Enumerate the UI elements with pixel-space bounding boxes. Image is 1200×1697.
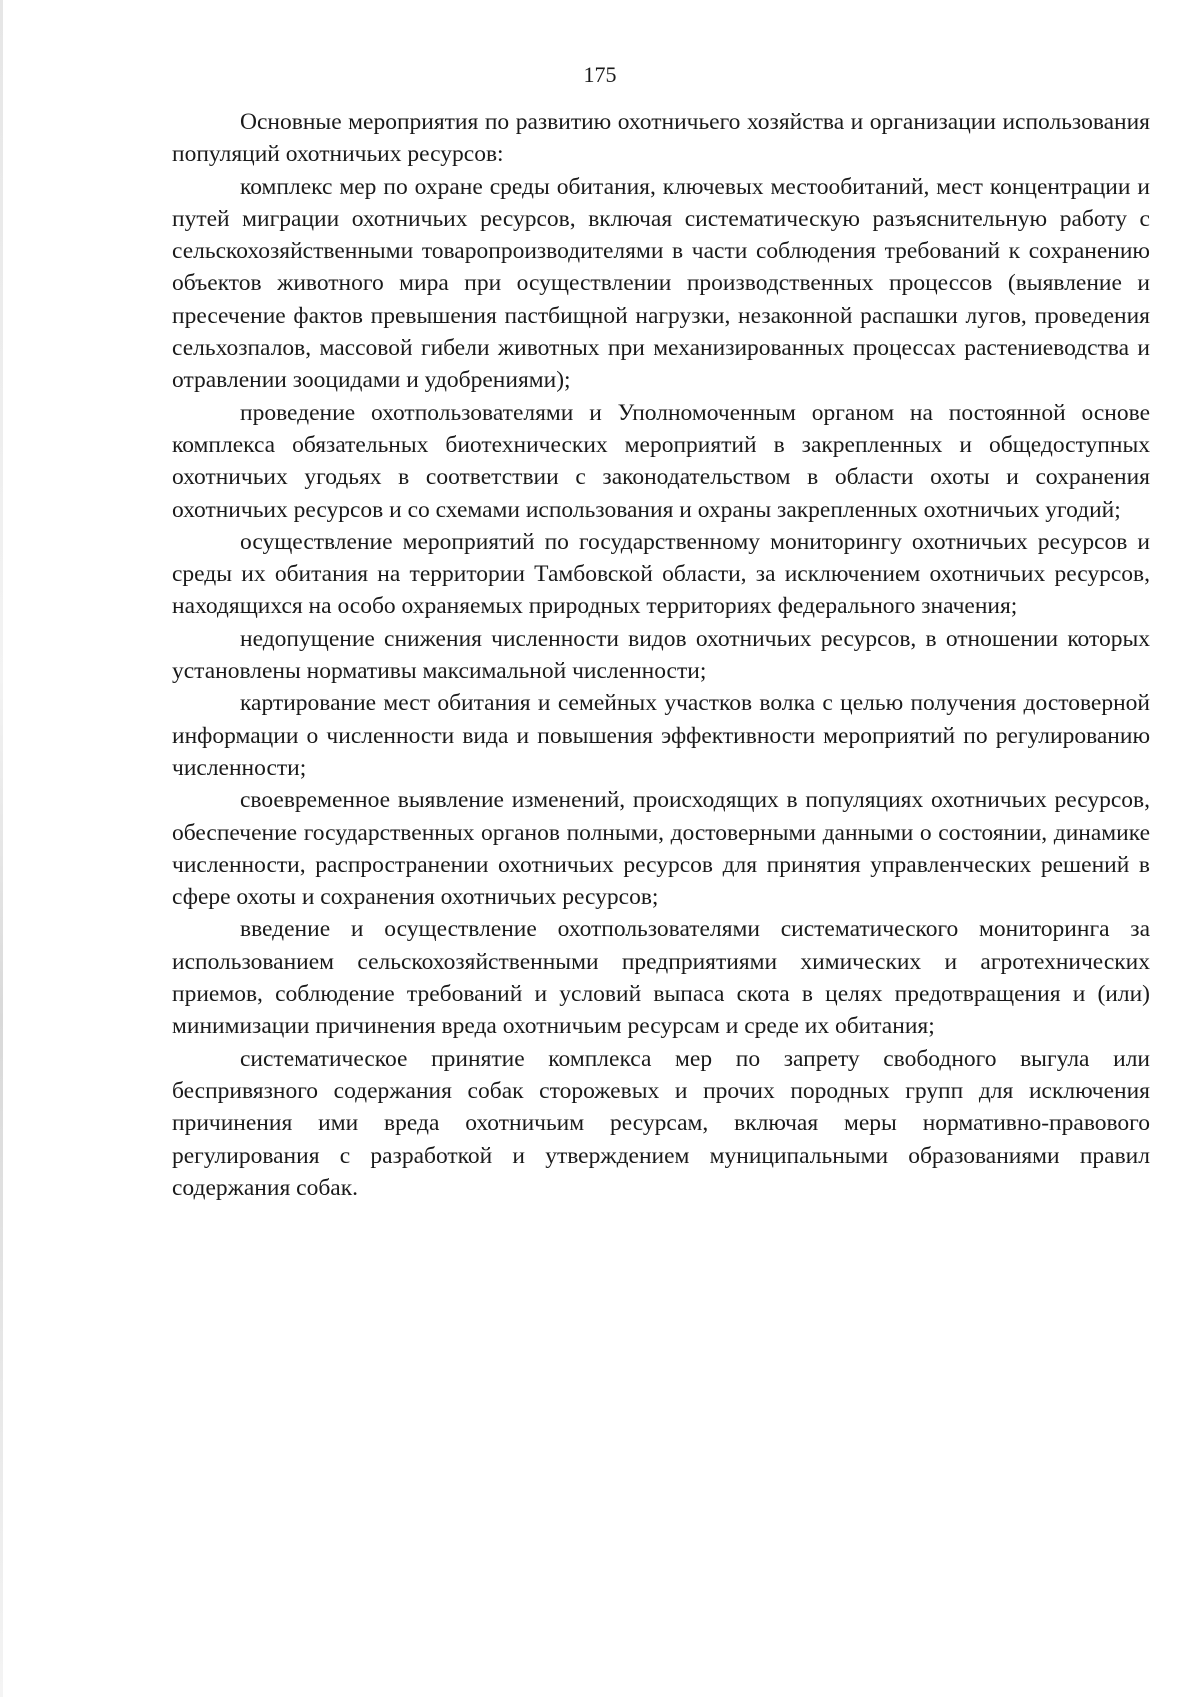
paragraph-biotechnical-measures: проведение охотпользователями и Уполномоченным органом на постоянной основе комплекса обязательных биотехнических мероприятий в закрепленных и общедоступных охотничьих угодьях в соответствии с законодательством в области охоты и сохранения охотничьих ресурсов и со схемами использования и охраны закрепленных охотничьих угодий; bbox=[172, 399, 1150, 523]
paragraph-state-monitoring: осуществление мероприятий по государственному мониторингу охотничьих ресурсов и среды их обитания на территории Тамбовской области, за исключением охотничьих ресурсов, находящихся на особо охраняемых природных территориях федерального значения; bbox=[172, 528, 1150, 620]
paragraph-habitat-protection: комплекс мер по охране среды обитания, ключевых местообитаний, мест концентрации и путей миграции охотничьих ресурсов, включая систематическую разъяснительную работу с сельскохозяйственными товаропроизводителями в части соблюдения требований к сохранению объектов животного мира при осуществлении производственных процессов (выявление и пресечение фактов превышения пастбищной нагрузки, незаконной распашки лугов, проведения сельхозпалов, массовой гибели животных при механизированных процессах растениеводства и отравлении зооцидами и удобрениями); bbox=[172, 173, 1150, 394]
paragraph-agro-monitoring: введение и осуществление охотпользователями систематического мониторинга за использованием сельскохозяйственными предприятиями химических и агротехнических приемов, соблюдение требований и условий выпаса скота в целях предотвращения и (или) минимизации причинения вреда охотничьим ресурсам и среде их обитания; bbox=[172, 916, 1150, 1040]
page-number: 175 bbox=[583, 62, 617, 87]
paragraph-intro: Основные мероприятия по развитию охотничьего хозяйства и организации использования популяций охотничьих ресурсов: bbox=[172, 109, 1150, 168]
paragraph-wolf-mapping: картирование мест обитания и семейных участков волка с целью получения достоверной информации о численности вида и повышения эффективности мероприятий по регулированию численности; bbox=[172, 690, 1150, 781]
paragraph-dog-control: систематическое принятие комплекса мер по запрету свободного выгула или беспривязного содержания собак сторожевых и прочих породных групп для исключения причинения ими вреда охотничьим ресурсам, включая меры нормативно-правового регулирования с разработкой и утверждением муниципальными образованиями правил содержания собак. bbox=[172, 1045, 1150, 1201]
paragraph-population-changes: своевременное выявление изменений, происходящих в популяциях охотничьих ресурсов, обеспечение государственных органов полными, достоверными данными о состоянии, динамике численности, распространении охотничьих ресурсов для принятия управленческих решений в сфере охоты и сохранения охотничьих ресурсов; bbox=[172, 787, 1150, 911]
paragraph-population-limits: недопущение снижения численности видов охотничьих ресурсов, в отношении которых установлены нормативы максимальной численности; bbox=[172, 625, 1150, 685]
document-body bbox=[172, 106, 1150, 1204]
scan-edge bbox=[0, 0, 3, 1697]
